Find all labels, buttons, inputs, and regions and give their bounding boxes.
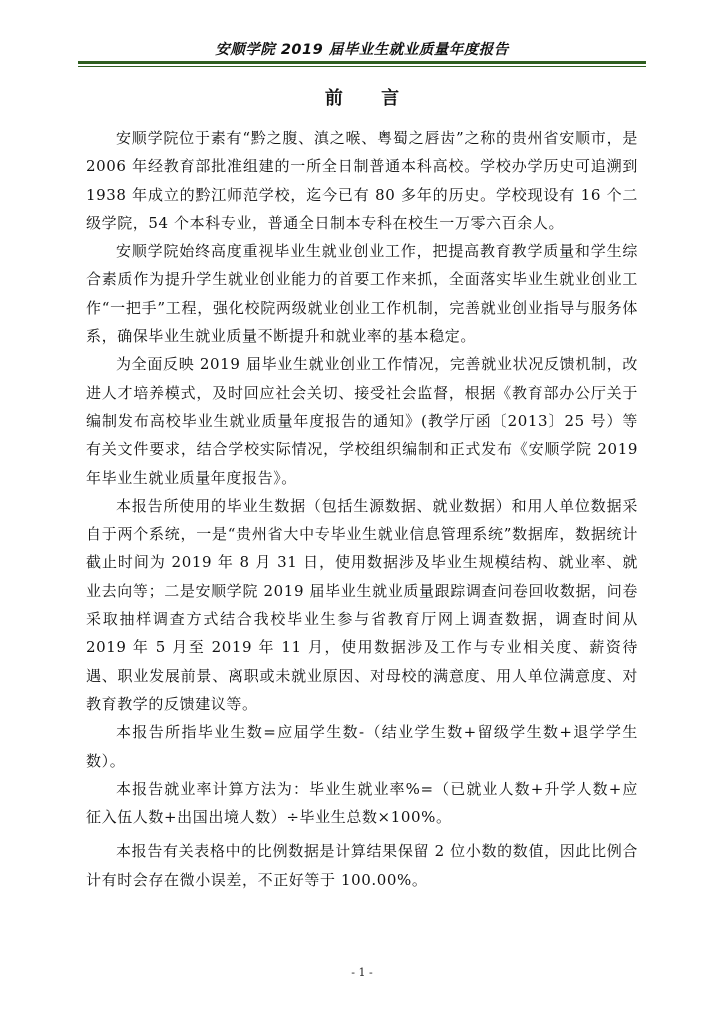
paragraph-data-sources: 本报告所使用的毕业生数据（包括生源数据、就业数据）和用人单位数据采自于两个系统，一是“贵州省大中专毕业生就业信息管理系统”数据库，数据统计截止时间为 2019 年 8 月 31 日，使用数据涉及毕业生规模结构、就业率、就业去向等；二是安顺学院 2019 届毕业生就业质量跟踪调查问卷回收数据，问卷采取抽样调查方式结合我校毕业生参与省教育厅网上调查数据，调查时间从 2019 年 5 月至 2019 年 11 月，使用数据涉及工作与专业相关度、薪资待遇、职业发展前景、离职或未就业原因、对母校的满意度、用人单位满意度、对教育教学的反馈建议等。 — [86, 496, 638, 713]
paragraph-employment-work: 安顺学院始终高度重视毕业生就业创业工作，把提高教育教学质量和学生综合素质作为提升学生就业创业能力的首要工作来抓，全面落实毕业生就业创业工作“一把手”工程，强化校院两级就业创业工作机制，完善就业创业指导与服务体系，确保毕业生就业质量不断提升和就业率的基本稳定。 — [86, 242, 638, 346]
header-rule-thin — [78, 66, 646, 67]
running-header: 安顺学院 2019 届毕业生就业质量年度报告 — [215, 42, 509, 58]
paragraph-purpose: 为全面反映 2019 届毕业生就业创业工作情况，完善就业状况反馈机制，改进人才培养模式，及时回应社会关切、接受社会监督，根据《教育部办公厅关于编制发布高校毕业生就业质量年度报告的通知》(教学厅函〔2013〕25 号）等有关文件要求，结合学校实际情况，学校组织编制和正式发布《安顺学院 2019 年毕业生就业质量年度报告》。 — [86, 355, 638, 487]
section-title: 前 言 — [324, 88, 416, 109]
header-rule-thick — [78, 61, 646, 64]
paragraph-graduate-count: 本报告所指毕业生数=应届学生数-（结业学生数+留级学生数+退学学生数）。 — [86, 723, 638, 770]
body-text — [86, 124, 638, 894]
paragraph-employment-rate: 本报告就业率计算方法为：毕业生就业率%=（已就业人数+升学人数+应征入伍人数+出国出境人数）÷毕业生总数×100%。 — [86, 779, 638, 827]
paragraph-intro: 安顺学院位于素有“黔之腹、滇之喉、粤蜀之唇齿”之称的贵州省安顺市，是 2006 年经教育部批准组建的一所全日制普通本科高校。学校办学历史可追溯到 1938 年成立的黔江师范学校，迄今已有 80 多年的历史。学校现设有 16 个二级学院，54 个本科专业，普通全日制本专科在校生一万零六百余人。 — [86, 129, 638, 232]
paragraph-rounding-note: 本报告有关表格中的比例数据是计算结果保留 2 位小数的数值，因此比例合计有时会存在微小误差，不正好等于 100.00%。 — [86, 842, 638, 889]
page-number: - 1 - — [351, 966, 373, 979]
